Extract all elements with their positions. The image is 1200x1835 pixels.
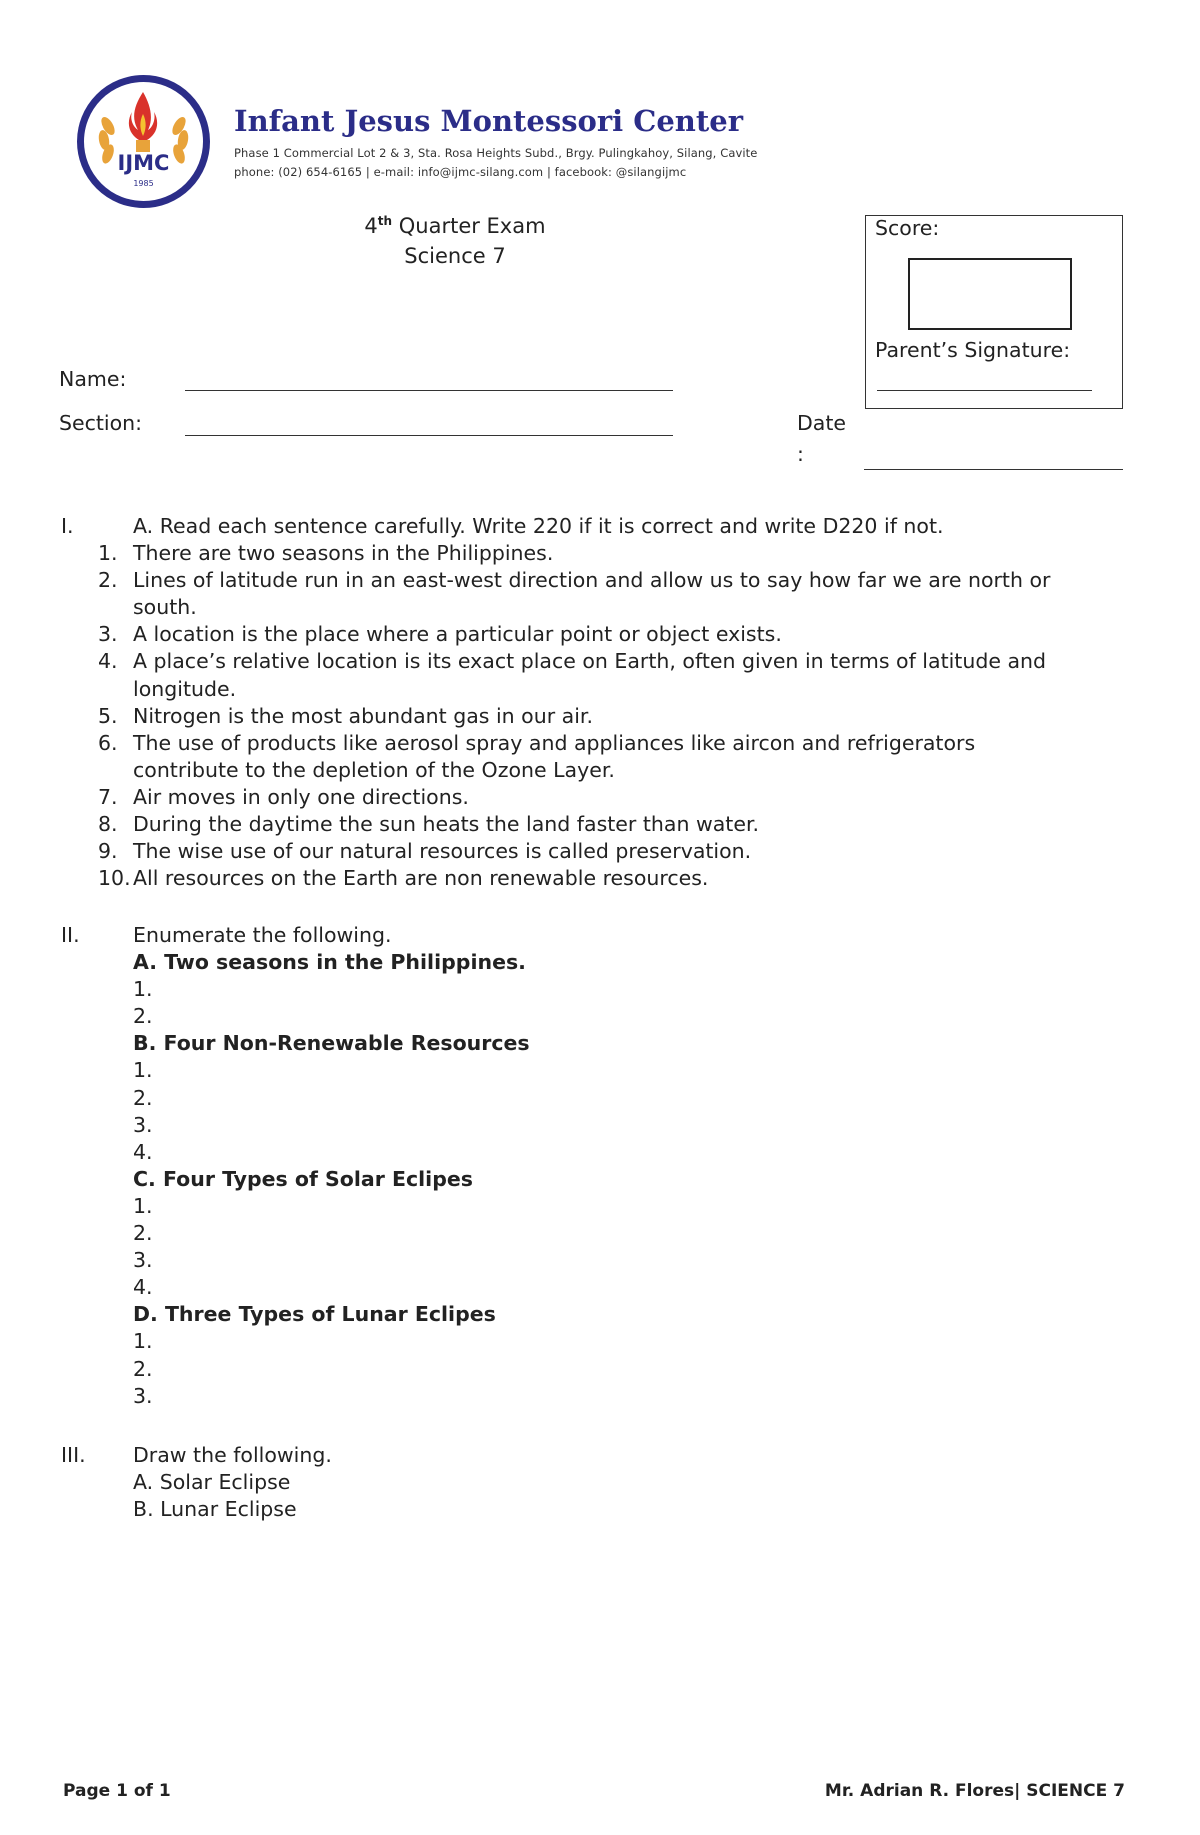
score-field[interactable] — [908, 258, 1072, 330]
part3-item: A. Solar Eclipse — [133, 1470, 291, 1494]
part1-item-number: 5. — [98, 703, 118, 728]
part2-answer-number: 2. — [133, 1221, 153, 1245]
part2-answer-number: 2. — [133, 1085, 153, 1110]
exam-title — [205, 214, 705, 238]
logo-year: 1985 — [133, 179, 154, 188]
footer-author: Mr. Adrian R. Flores| SCIENCE 7 — [824, 1781, 1125, 1801]
part1-instruction: A. Read each sentence carefully. Write 220 if it is correct and write D220 if not. — [133, 514, 944, 538]
part1-item-text: south. — [133, 595, 197, 620]
name-line[interactable] — [185, 390, 673, 391]
part2-answer-number: 2. — [133, 1004, 153, 1029]
school-contact: phone: (02) 654-6165 | e-mail: info@ijmc-silang.com | facebook: @silangijmc — [234, 165, 687, 179]
footer-page-number: Page 1 of 1 — [63, 1781, 171, 1801]
part1-item-number: 6. — [98, 730, 118, 755]
part2-answer-number: 2. — [133, 1356, 153, 1381]
part1-numeral: I. — [61, 514, 74, 538]
part3-numeral: III. — [61, 1443, 86, 1467]
part1-item-number: 1. — [98, 541, 118, 565]
parent-signature-label: Parent’s Signature: — [875, 338, 1071, 362]
part1-item-text: All resources on the Earth are non renewable resources. — [133, 866, 709, 891]
part1-item-number: 2. — [98, 568, 118, 593]
section-label: Section: — [59, 411, 143, 435]
part1-item-text: During the daytime the sun heats the land faster than water. — [133, 812, 760, 836]
part2-answer-number: 3. — [133, 1383, 153, 1408]
part1-item-text: Lines of latitude run in an east-west direction and allow us to say how far we are north or — [133, 568, 1051, 593]
part2-answer-number: 1. — [133, 1193, 153, 1218]
part1-item-text: There are two seasons in the Philippines. — [133, 541, 554, 565]
part2-section-heading: A. Two seasons in the Philippines. — [133, 950, 526, 974]
logo-lettering: IJMC — [117, 151, 170, 175]
part2-answer-number: 1. — [133, 977, 153, 1002]
part2-answer-number: 4. — [133, 1139, 153, 1164]
quarter-number: 4 — [364, 214, 378, 238]
part2-section-heading: C. Four Types of Solar Eclipes — [133, 1166, 473, 1191]
part2-answer-number: 3. — [133, 1248, 153, 1273]
date-line[interactable] — [864, 469, 1123, 470]
part2-answer-number: 1. — [133, 1058, 153, 1083]
name-label: Name: — [59, 367, 127, 391]
part3-instruction: Draw the following. — [133, 1443, 332, 1467]
part1-item-text: A location is the place where a particular point or object exists. — [133, 622, 782, 647]
part1-item-text: Air moves in only one directions. — [133, 784, 469, 809]
part1-item-text: A place’s relative location is its exact place on Earth, often given in terms of latitude and — [133, 649, 1047, 674]
part1-item-number: 10. — [98, 866, 131, 891]
part1-item-number: 4. — [98, 649, 118, 674]
exam-subject: Science 7 — [404, 244, 506, 268]
part2-instruction: Enumerate the following. — [133, 923, 392, 947]
part1-item-text: The use of products like aerosol spray and appliances like aircon and refrigerators — [133, 730, 976, 755]
part2-answer-number: 3. — [133, 1112, 153, 1137]
part3-item: B. Lunar Eclipse — [133, 1497, 297, 1521]
section-line[interactable] — [185, 435, 673, 436]
part1-item-number: 9. — [98, 839, 118, 864]
part1-item-number: 3. — [98, 622, 118, 647]
part2-section-heading: B. Four Non-Renewable Resources — [133, 1031, 530, 1056]
score-label: Score: — [875, 216, 940, 240]
date-label: Date — [797, 411, 846, 435]
parent-signature-line[interactable] — [877, 390, 1092, 391]
part2-answer-number: 1. — [133, 1329, 153, 1354]
quarter-superscript: th — [377, 214, 393, 228]
school-address: Phase 1 Commercial Lot 2 & 3, Sta. Rosa Heights Subd., Brgy. Pulingkahoy, Silang, Cavite — [234, 146, 758, 160]
quarter-label: Quarter Exam — [392, 214, 546, 238]
part1-item-text: Nitrogen is the most abundant gas in our air. — [133, 703, 593, 728]
part2-answer-number: 4. — [133, 1275, 153, 1300]
part1-item-text: contribute to the depletion of the Ozone Layer. — [133, 757, 615, 782]
part1-item-number: 8. — [98, 812, 118, 836]
part1-item-text: The wise use of our natural resources is called preservation. — [133, 839, 752, 864]
part1-item-number: 7. — [98, 784, 118, 809]
part2-section-heading: D. Three Types of Lunar Eclipes — [133, 1302, 496, 1327]
part2-numeral: II. — [61, 923, 80, 947]
school-name: Infant Jesus Montessori Center — [234, 104, 744, 138]
school-logo — [76, 74, 211, 209]
date-colon: : — [797, 442, 804, 466]
part1-item-text: longitude. — [133, 676, 237, 701]
